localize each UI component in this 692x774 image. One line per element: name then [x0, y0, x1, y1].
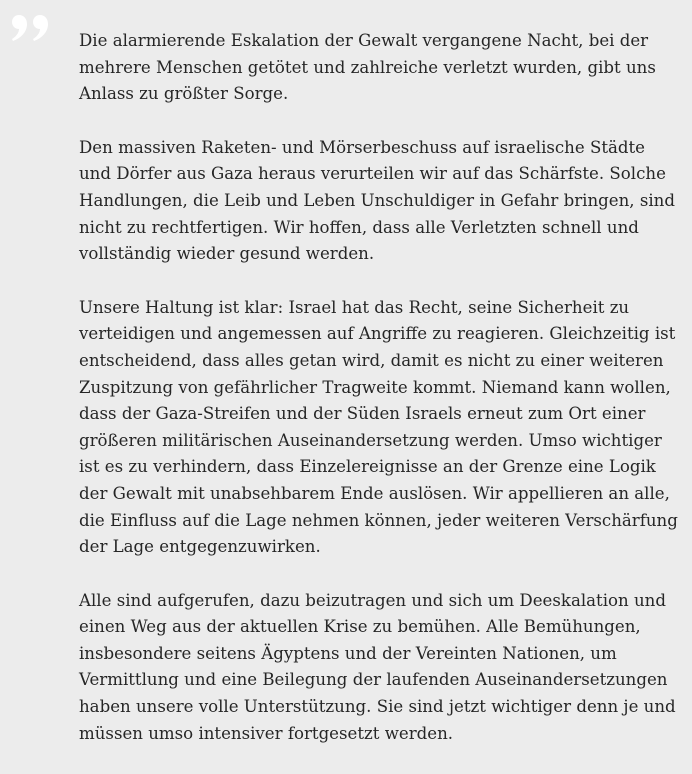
quote-body	[79, 28, 679, 774]
quote-paragraph-1: Die alarmierende Eskalation der Gewalt vergangene Nacht, bei der mehrere Menschen getötet und zahlreiche verletzt wurden, gibt uns Anlass zu größter Sorge.	[79, 31, 656, 104]
quote-paragraph-2: Den massiven Raketen- und Mörserbeschuss auf israelische Städte und Dörfer aus Gaza heraus verurteilen wir auf das Schärfste. Solche Handlungen, die Leib und Leben Unschuldiger in Gefahr bringen, sind nicht zu rechtfertigen. Wir hoffen, dass alle Verletzten schnell und vollständig wieder gesund werden.	[79, 137, 675, 264]
quotation-mark-icon	[10, 13, 50, 43]
quote-paragraph-3: Unsere Haltung ist klar: Israel hat das Recht, seine Sicherheit zu verteidigen und angemessen auf Angriffe zu reagieren. Gleichzeitig ist entscheidend, dass alles getan wird, damit es nicht zu einer weiteren Zuspitzung von gefährlicher Tragweite kommt. Niemand kann wollen, dass der Gaza-Streifen und der Süden Israels erneut zum Ort einer größeren militärischen Auseinandersetzung werden. Umso wichtiger ist es zu verhindern, dass Einzelereignisse an der Grenze eine Logik der Gewalt mit unabsehbarem Ende auslösen. Wir appellieren an alle, die Einfluss auf die Lage nehmen können, jeder weiteren Verschärfung der Lage entgegenzuwirken.	[79, 297, 678, 557]
quote-paragraph-4: Alle sind aufgerufen, dazu beizutragen und sich um Deeskalation und einen Weg aus der aktuellen Krise zu bemühen. Alle Bemühungen, insbesondere seitens Ägyptens und der Vereinten Nationen, um Vermittlung und eine Beilegung der laufenden Auseinandersetzungen haben unsere volle Unterstützung. Sie sind jetzt wichtiger denn je und müssen umso intensiver fortgesetzt werden.	[79, 590, 676, 743]
